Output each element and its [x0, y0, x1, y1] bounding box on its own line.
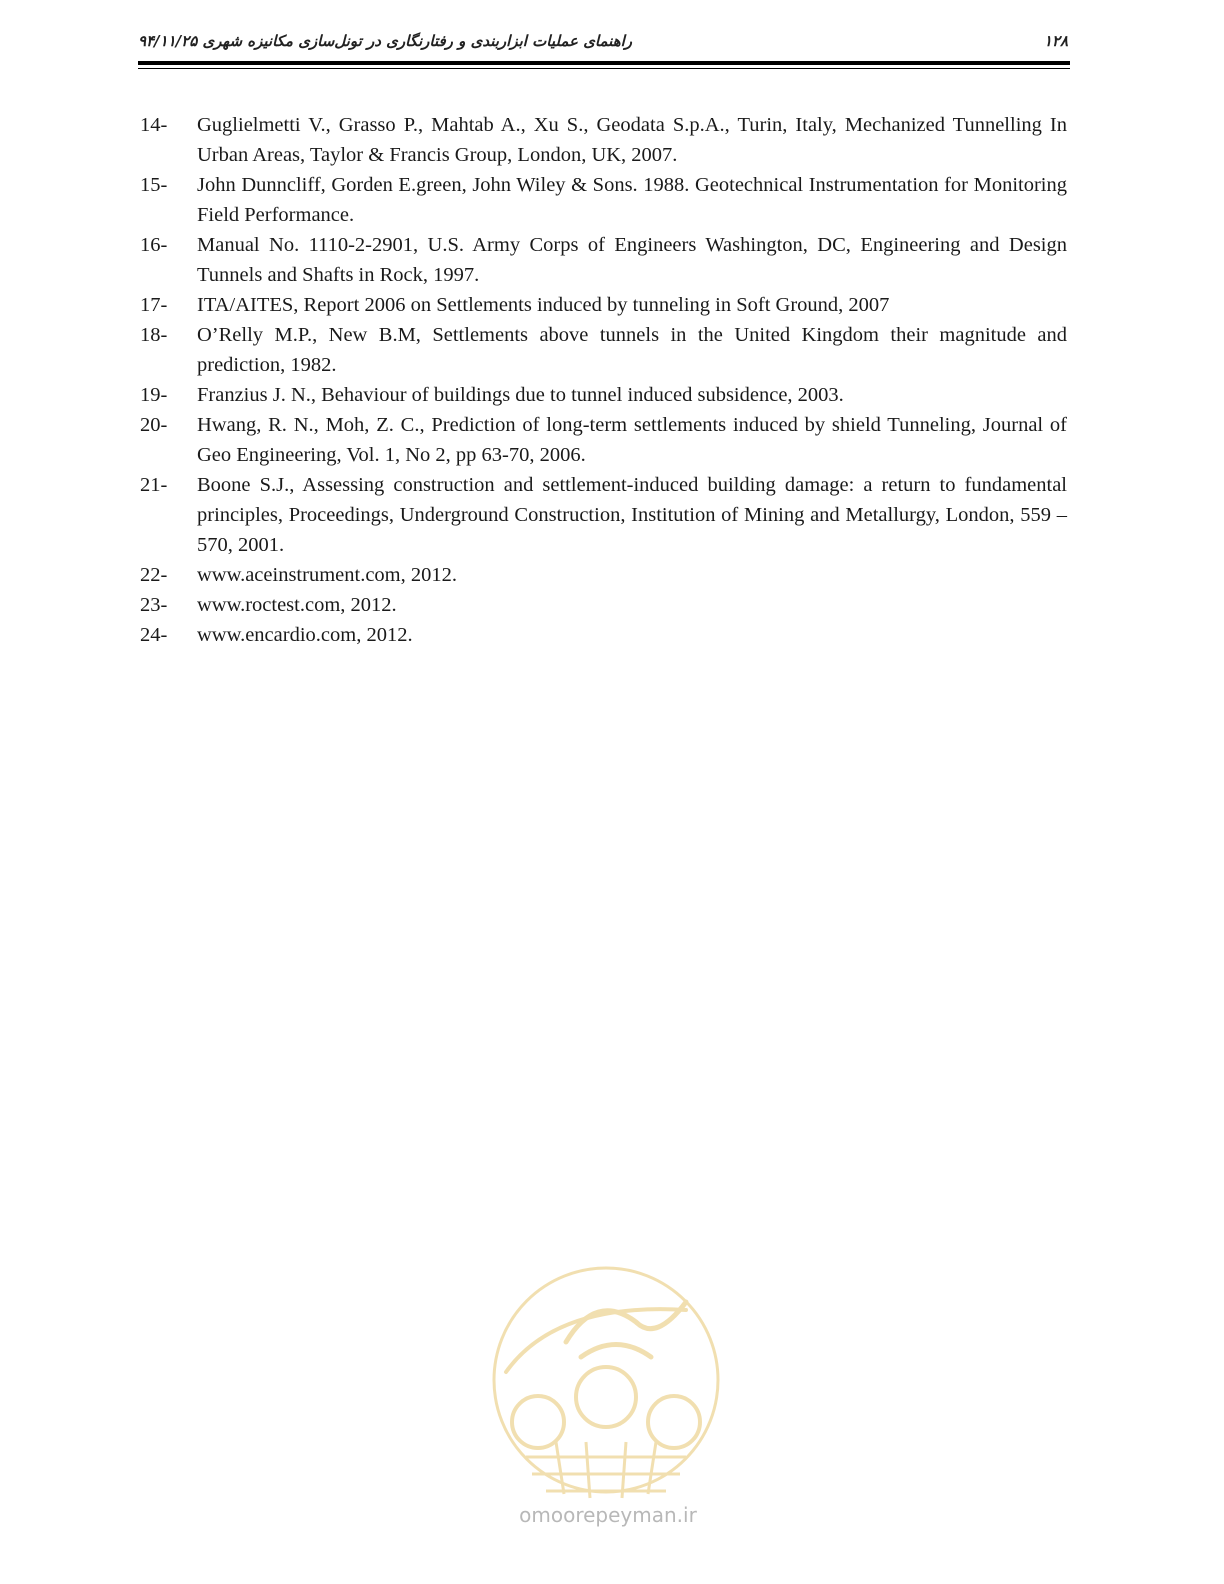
watermark-grid	[526, 1442, 686, 1498]
reference-item	[140, 320, 1067, 380]
reference-number: 20-	[140, 414, 168, 436]
reference-number: 22-	[140, 564, 168, 586]
reference-item	[140, 470, 1067, 560]
header-rule-thin	[138, 68, 1070, 69]
watermark-logo	[486, 1262, 726, 1542]
header-title: راهنمای عملیات ابزاربندی و رفتارنگاری در تونل‌سازی مکانیزه شهری ۹۴/۱۱/۲۵	[138, 32, 633, 50]
reference-text: www.roctest.com, 2012.	[197, 594, 397, 616]
reference-number: 15-	[140, 174, 168, 196]
reference-item	[140, 590, 1067, 620]
reference-text: Manual No. 1110-2-2901, U.S. Army Corps of Engineers Washington, DC, Engineering and Design Tunnels and Shafts in Rock, 1997.	[197, 234, 1067, 286]
reference-item	[140, 410, 1067, 470]
reference-text: www.encardio.com, 2012.	[197, 624, 413, 646]
reference-item	[140, 560, 1067, 590]
reference-number: 18-	[140, 324, 168, 346]
reference-list	[140, 110, 1067, 650]
reference-number: 23-	[140, 594, 168, 616]
reference-item	[140, 290, 1067, 320]
reference-number: 19-	[140, 384, 168, 406]
reference-text: Boone S.J., Assessing construction and settlement-induced building damage: a return to fundamental principles, Proceedings, Underground Construction, Institution of Mining and Metallurgy, London, 559 – 570, 2001.	[197, 474, 1067, 556]
reference-text: ITA/AITES, Report 2006 on Settlements induced by tunneling in Soft Ground, 2007	[197, 294, 890, 316]
reference-number: 16-	[140, 234, 168, 256]
reference-item	[140, 170, 1067, 230]
reference-number: 14-	[140, 114, 168, 136]
watermark-website: omoorepeyman.ir	[519, 1503, 697, 1527]
reference-text: Guglielmetti V., Grasso P., Mahtab A., Xu S., Geodata S.p.A., Turin, Italy, Mechanized Tunnelling In Urban Areas, Taylor & Francis Group, London, UK, 2007.	[197, 114, 1067, 166]
reference-number: 17-	[140, 294, 168, 316]
reference-text: John Dunncliff, Gorden E.green, John Wiley & Sons. 1988. Geotechnical Instrumentation for Monitoring Field Performance.	[197, 174, 1067, 226]
reference-item	[140, 230, 1067, 290]
reference-text: Franzius J. N., Behaviour of buildings due to tunnel induced subsidence, 2003.	[197, 384, 844, 406]
reference-item	[140, 110, 1067, 170]
watermark-gears	[512, 1367, 700, 1448]
header-rule-thick	[138, 61, 1070, 65]
watermark-swoosh	[506, 1309, 686, 1372]
reference-text: www.aceinstrument.com, 2012.	[197, 564, 457, 586]
reference-item	[140, 380, 1067, 410]
reference-text: Hwang, R. N., Moh, Z. C., Prediction of long-term settlements induced by shield Tunneling, Journal of Geo Engineering, Vol. 1, No 2, pp 63-70, 2006.	[197, 414, 1067, 466]
page-number: ۱۲۸	[1043, 32, 1068, 50]
reference-item	[140, 620, 1067, 650]
reference-number: 21-	[140, 474, 168, 496]
reference-number: 24-	[140, 624, 168, 646]
reference-text: O’Relly M.P., New B.M, Settlements above tunnels in the United Kingdom their magnitude and prediction, 1982.	[197, 324, 1067, 376]
page-header	[138, 30, 1070, 62]
